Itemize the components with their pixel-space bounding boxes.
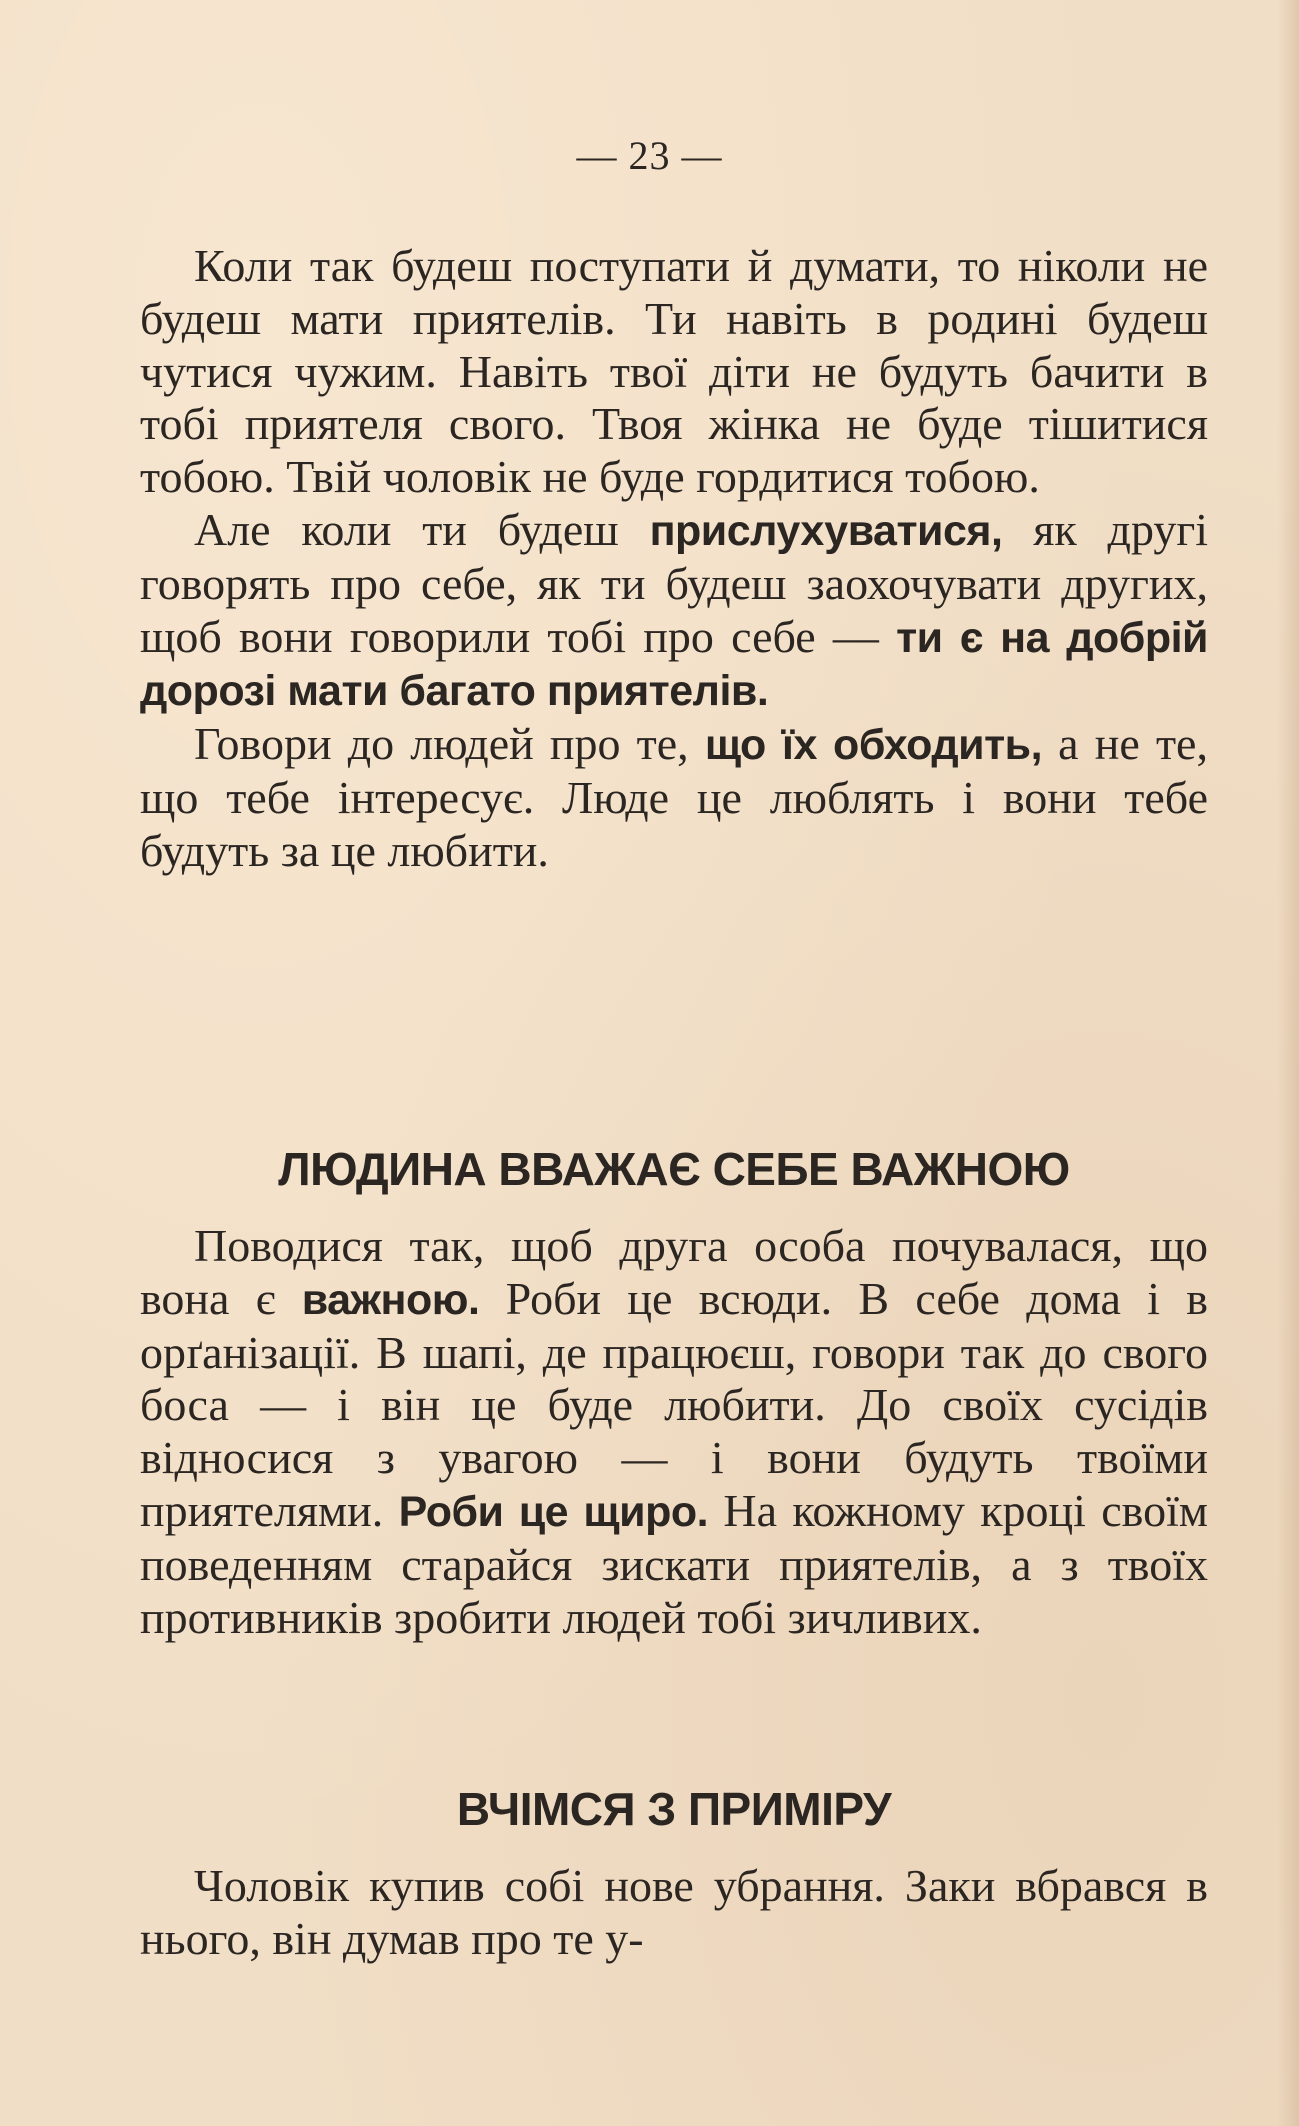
- paragraph-4-text-1: Поводися так, щоб друга особа почувалася, що вона є: [140, 1220, 1208, 1324]
- paragraph-4-text-2: Роби це всюди. В себе дома і в орґанізації. В шапі, де працюєш, говори так до свого боса — і він це буде любити. До своїх сусідів відносися з увагою — і вони будуть твоїми приятелями.: [140, 1272, 1208, 1536]
- paragraph-4-bold-2: Роби це щиро.: [398, 1487, 709, 1536]
- paragraph-3-text-2: а не те, що тебе інтересує. Люде це люблять і вони тебе будуть за це любити.: [140, 718, 1208, 876]
- paragraph-4: [140, 1220, 1208, 1644]
- paragraph-5: [140, 1860, 1208, 1966]
- text-block-bottom: [140, 1860, 1208, 1966]
- text-block-top: [140, 240, 1208, 878]
- section-heading-2: ВЧІМСЯ З ПРИМІРУ: [456, 1783, 892, 1835]
- paragraph-1: [140, 240, 1208, 504]
- paragraph-2-text-1: Але коли ти будеш: [194, 503, 650, 555]
- text-block-middle: [140, 1220, 1208, 1644]
- paragraph-4-bold-1: важною.: [301, 1275, 480, 1324]
- paragraph-3: [140, 718, 1208, 877]
- paragraph-2: [140, 504, 1208, 718]
- paragraph-5-text: Чоловік купив собі нове убрання. Заки вбрався в нього, він думав про те у-: [140, 1860, 1208, 1964]
- page-number: — 23 —: [576, 133, 723, 178]
- paragraph-1-text: Коли так будеш поступати й думати, то ніколи не будеш мати приятелів. Ти навіть в родині будеш чутися чужим. Навіть твої діти не будуть бачити в тобі приятеля свого. Твоя жінка не буде тішитися тобою. Твій чоловік не буде гордитися тобою.: [140, 240, 1208, 503]
- paragraph-2-bold-1: прислухуватися,: [649, 506, 1003, 555]
- paragraph-2-bold-2: ти є на добрій дорозі мати багато приятелів.: [140, 613, 1208, 716]
- paragraph-4-text-3: На кожному кроці своїм поведенням старайся зискати приятелів, а з твоїх противників зробити людей тобі зичливих.: [140, 1484, 1208, 1643]
- paragraph-3-text-1: Говори до людей про те,: [194, 718, 705, 770]
- paragraph-3-bold-1: що їх обходить,: [704, 721, 1043, 770]
- section-heading-1: ЛЮДИНА ВВАЖАЄ СЕБЕ ВАЖНОЮ: [278, 1143, 1070, 1195]
- page-spine-shadow: [1277, 0, 1299, 2126]
- paragraph-2-text-2: як другі говорять про себе, як ти будеш заохочувати других, щоб вони говорили тобі про себе —: [140, 503, 1209, 662]
